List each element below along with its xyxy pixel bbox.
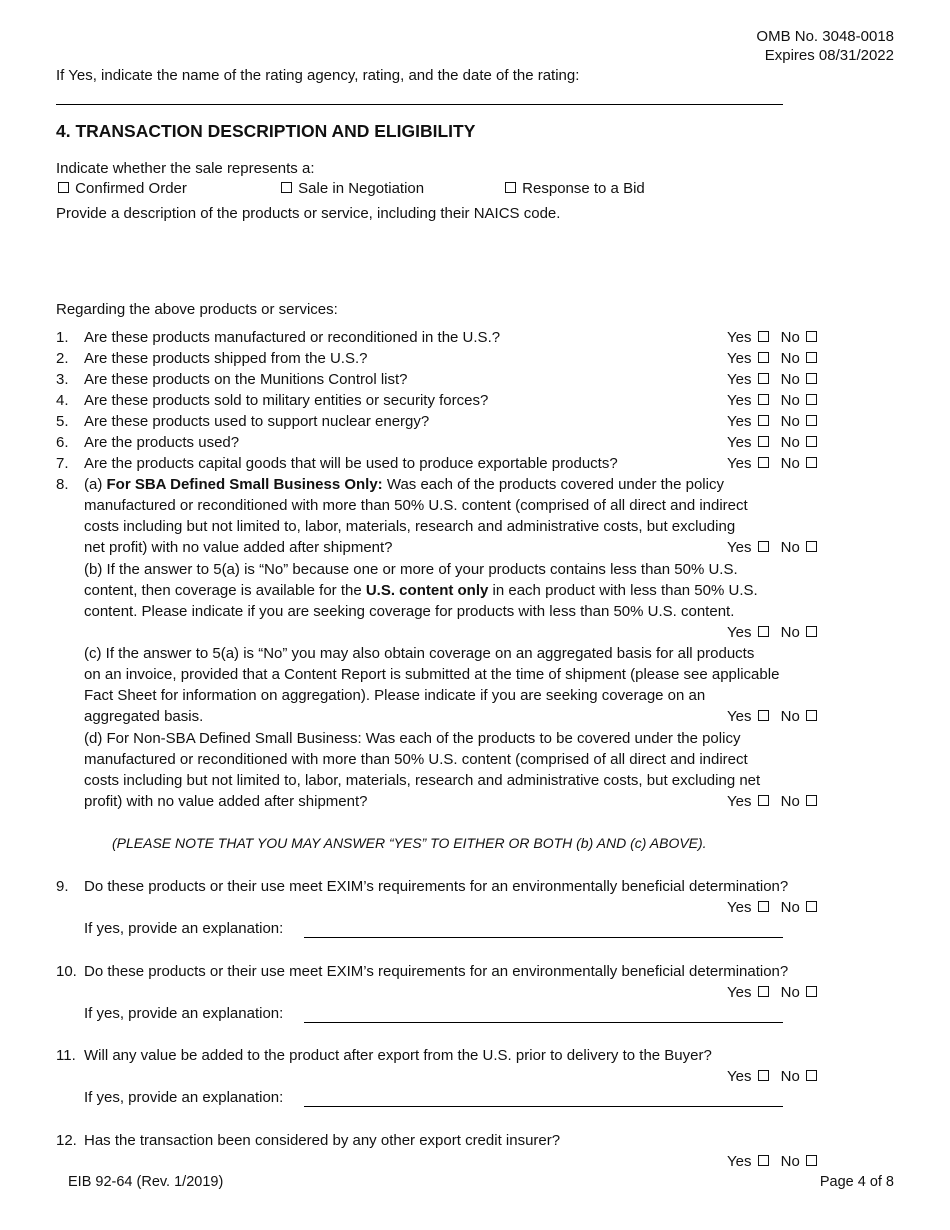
yes-label: Yes [727, 350, 752, 367]
question-3-text: Are these products on the Munitions Control list? [84, 371, 408, 388]
question-3-yes-no [727, 371, 819, 388]
form-number: EIB 92-64 (Rev. 1/2019) [68, 1174, 224, 1190]
question-8d-yes-no [727, 793, 819, 810]
option-label: Confirmed Order [75, 180, 187, 197]
question-number: 6. [56, 434, 69, 451]
question-7-text: Are the products capital goods that will be used to produce exportable products? [84, 455, 618, 472]
question-1-text: Are these products manufactured or reconditioned in the U.S.? [84, 329, 501, 346]
yes-label: Yes [727, 455, 752, 472]
question-8b-line-3: content. Please indicate if you are seeking coverage for products with less than 50% U.S. content. [84, 603, 735, 620]
yes-label: Yes [727, 539, 752, 556]
question-4-yes-no [727, 392, 819, 409]
question-11-explain-input[interactable] [304, 1106, 783, 1107]
yes-checkbox[interactable] [758, 795, 769, 806]
yes-checkbox[interactable] [758, 457, 769, 468]
yes-checkbox[interactable] [758, 1070, 769, 1081]
question-number: 12. [56, 1132, 77, 1149]
yes-checkbox[interactable] [758, 626, 769, 637]
no-checkbox[interactable] [806, 457, 817, 468]
no-label: No [780, 1068, 800, 1085]
option-label: Sale in Negotiation [298, 180, 425, 197]
question-9-explain-label: If yes, provide an explanation: [84, 920, 284, 937]
question-9-text: Do these products or their use meet EXIM’s requirements for an environmentally beneficial determination? [84, 878, 789, 895]
checkbox-confirmed-order[interactable] [58, 182, 69, 193]
expiration-date: Expires 08/31/2022 [764, 47, 894, 64]
question-8a-line-2: manufactured or reconditioned with more than 50% U.S. content (comprised of all direct and indirect [84, 497, 748, 514]
no-label: No [780, 434, 800, 451]
yes-checkbox[interactable] [758, 436, 769, 447]
no-label: No [780, 899, 800, 916]
no-checkbox[interactable] [806, 626, 817, 637]
description-input-area[interactable] [56, 228, 836, 290]
question-6-text: Are the products used? [84, 434, 240, 451]
question-11-yes-no [727, 1068, 819, 1085]
rating-input-line[interactable] [56, 104, 783, 105]
question-number: 1. [56, 329, 69, 346]
question-number: 4. [56, 392, 69, 409]
question-number: 8. [56, 476, 69, 493]
yes-label: Yes [727, 434, 752, 451]
question-8b-line-1: (b) If the answer to 5(a) is “No” because one or more of your products contains less than 50% U.S. [84, 561, 738, 578]
no-label: No [780, 624, 800, 641]
question-8c-line-3: Fact Sheet for information on aggregation). Please indicate if you are seeking coverage on an [84, 687, 706, 704]
no-checkbox[interactable] [806, 986, 817, 997]
question-8d-line-3: costs including but not limited to, labor, materials, research and administrative costs, but excluding net [84, 772, 761, 789]
option-response-to-bid[interactable] [503, 180, 645, 197]
question-5-yes-no [727, 413, 819, 430]
question-8c-line-2: on an invoice, provided that a Content Report is submitted at the time of shipment (please see applicable [84, 666, 780, 683]
yes-label: Yes [727, 624, 752, 641]
no-checkbox[interactable] [806, 331, 817, 342]
question-8a-line-4: net profit) with no value added after shipment? [84, 539, 393, 556]
no-checkbox[interactable] [806, 901, 817, 912]
q8-note: (PLEASE NOTE THAT YOU MAY ANSWER “YES” TO EITHER OR BOTH (b) AND (c) ABOVE). [112, 835, 707, 851]
no-checkbox[interactable] [806, 1070, 817, 1081]
question-1-yes-no [727, 329, 819, 346]
yes-label: Yes [727, 413, 752, 430]
rating-prompt: If Yes, indicate the name of the rating agency, rating, and the date of the rating: [56, 67, 580, 84]
checkbox-response-to-bid[interactable] [505, 182, 516, 193]
no-label: No [780, 1153, 800, 1170]
no-label: No [780, 793, 800, 810]
q8a-bold-label: For SBA Defined Small Business Only: [106, 476, 383, 493]
question-8a-yes-no [727, 539, 819, 556]
yes-label: Yes [727, 708, 752, 725]
no-checkbox[interactable] [806, 795, 817, 806]
question-number: 5. [56, 413, 69, 430]
yes-checkbox[interactable] [758, 986, 769, 997]
question-2-yes-no [727, 350, 819, 367]
no-label: No [780, 984, 800, 1001]
q8b-bold: U.S. content only [365, 582, 489, 599]
yes-checkbox[interactable] [758, 394, 769, 405]
yes-label: Yes [727, 371, 752, 388]
question-6-yes-no [727, 434, 819, 451]
no-label: No [780, 392, 800, 409]
yes-label: Yes [727, 984, 752, 1001]
yes-checkbox[interactable] [758, 373, 769, 384]
question-11-text: Will any value be added to the product after export from the U.S. prior to delivery to the Buyer? [84, 1047, 712, 1064]
question-number: 10. [56, 963, 77, 980]
option-label: Response to a Bid [522, 180, 645, 197]
question-8d-line-4: profit) with no value added after shipment? [84, 793, 368, 810]
no-checkbox[interactable] [806, 394, 817, 405]
no-checkbox[interactable] [806, 373, 817, 384]
no-label: No [780, 413, 800, 430]
no-label: No [780, 455, 800, 472]
question-8c-line-4: aggregated basis. [84, 708, 204, 725]
question-2-text: Are these products shipped from the U.S.? [84, 350, 368, 367]
omb-number: OMB No. 3048-0018 [756, 28, 894, 45]
question-8d-line-1: (d) For Non-SBA Defined Small Business: Was each of the products to be covered under the policy [84, 730, 741, 747]
question-8a-line-3: costs including but not limited to, labor, materials, research and administrative costs, but excluding [84, 518, 736, 535]
question-9-yes-no [727, 899, 819, 916]
question-10-explain-label: If yes, provide an explanation: [84, 1005, 284, 1022]
yes-checkbox[interactable] [758, 1155, 769, 1166]
option-sale-in-negotiation[interactable] [279, 180, 424, 197]
no-checkbox[interactable] [806, 1155, 817, 1166]
yes-checkbox[interactable] [758, 901, 769, 912]
yes-label: Yes [727, 329, 752, 346]
question-8c-line-1: (c) If the answer to 5(a) is “No” you may also obtain coverage on an aggregated basis for all products [84, 645, 755, 662]
no-checkbox[interactable] [806, 436, 817, 447]
no-checkbox[interactable] [806, 710, 817, 721]
question-11-explain-label: If yes, provide an explanation: [84, 1089, 284, 1106]
question-8d-line-2: manufactured or reconditioned with more than 50% U.S. content (comprised of all direct and indirect [84, 751, 748, 768]
option-confirmed-order[interactable] [56, 180, 187, 197]
question-12-yes-no [727, 1153, 819, 1170]
yes-label: Yes [727, 1068, 752, 1085]
no-label: No [780, 329, 800, 346]
q8b-pre: content, then coverage is available for the [84, 582, 366, 599]
yes-checkbox[interactable] [758, 352, 769, 363]
no-checkbox[interactable] [806, 352, 817, 363]
question-4-text: Are these products sold to military entities or security forces? [84, 392, 489, 409]
no-label: No [780, 371, 800, 388]
section-4-title: 4. TRANSACTION DESCRIPTION AND ELIGIBILITY [56, 121, 476, 141]
no-label: No [780, 350, 800, 367]
question-number: 9. [56, 878, 69, 895]
question-10-yes-no [727, 984, 819, 1001]
no-checkbox[interactable] [806, 541, 817, 552]
question-number: 3. [56, 371, 69, 388]
question-8c-yes-no [727, 708, 819, 725]
yes-checkbox[interactable] [758, 331, 769, 342]
question-9-explain-input[interactable] [304, 937, 783, 938]
question-number: 2. [56, 350, 69, 367]
sale-prompt: Indicate whether the sale represents a: [56, 160, 315, 177]
yes-checkbox[interactable] [758, 415, 769, 426]
question-10-explain-input[interactable] [304, 1022, 783, 1023]
yes-label: Yes [727, 392, 752, 409]
checkbox-sale-in-negotiation[interactable] [281, 182, 292, 193]
description-prompt: Provide a description of the products or service, including their NAICS code. [56, 205, 561, 222]
yes-label: Yes [727, 1153, 752, 1170]
no-checkbox[interactable] [806, 415, 817, 426]
no-label: No [780, 539, 800, 556]
question-number: 11. [56, 1047, 76, 1064]
question-12-text: Has the transaction been considered by any other export credit insurer? [84, 1132, 561, 1149]
yes-label: Yes [727, 793, 752, 810]
question-8b-line-2 [84, 582, 758, 599]
q8a-rest: Was each of the products covered under the policy [382, 476, 724, 493]
yes-checkbox[interactable] [758, 710, 769, 721]
question-number: 7. [56, 455, 69, 472]
question-8b-yes-no [727, 624, 819, 641]
page-number: Page 4 of 8 [819, 1174, 894, 1190]
question-5-text: Are these products used to support nuclear energy? [84, 413, 430, 430]
question-7-yes-no [727, 455, 819, 472]
q8a-prefix: (a) [84, 476, 107, 493]
yes-label: Yes [727, 899, 752, 916]
question-8a-line-1 [84, 476, 724, 493]
question-10-text: Do these products or their use meet EXIM’s requirements for an environmentally beneficial determination? [84, 963, 789, 980]
q8b-post: in each product with less than 50% U.S. [488, 582, 758, 599]
yes-checkbox[interactable] [758, 541, 769, 552]
no-label: No [780, 708, 800, 725]
regarding-label: Regarding the above products or services: [56, 301, 338, 318]
